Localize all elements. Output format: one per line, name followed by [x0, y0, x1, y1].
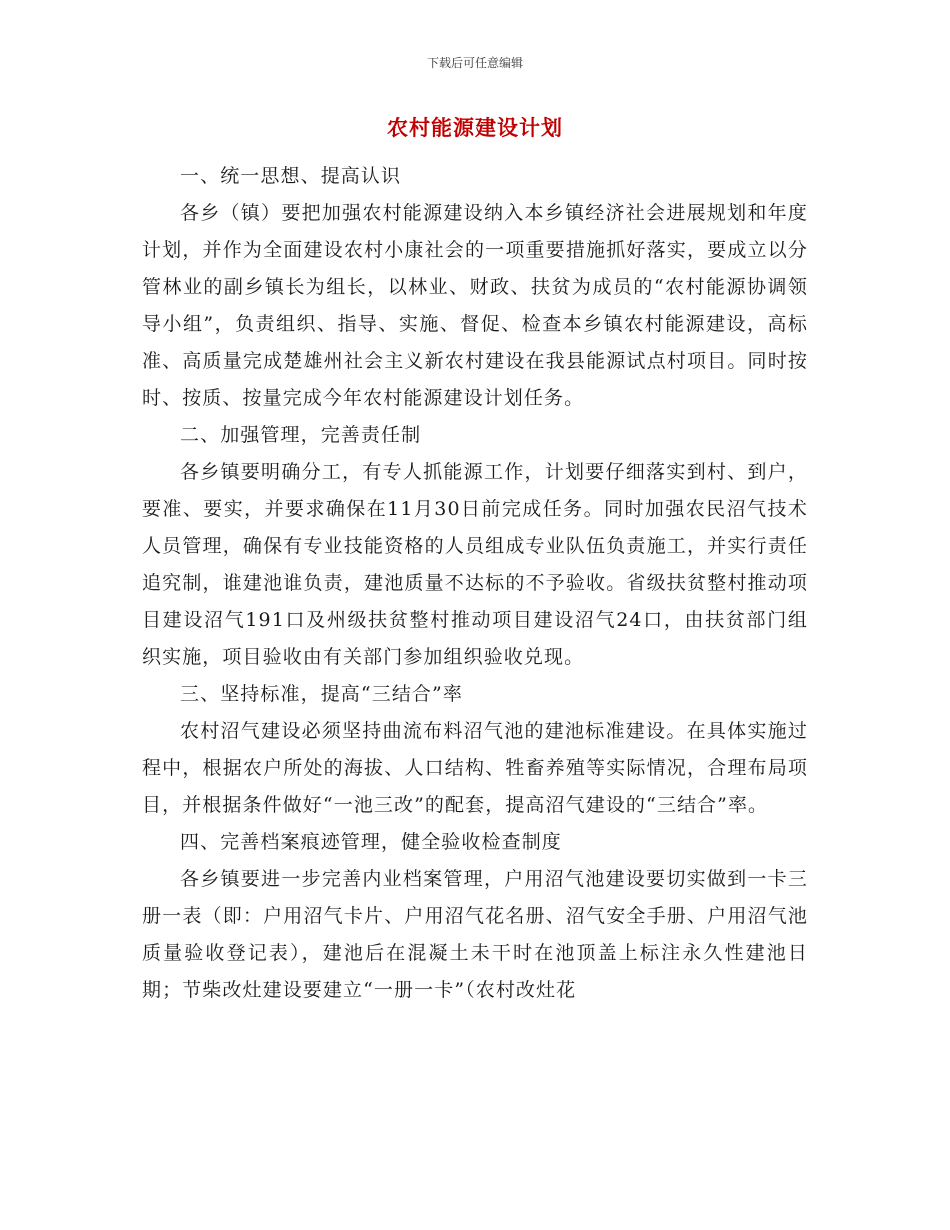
- section-heading-2: 二、加强管理，完善责任制: [180, 424, 422, 446]
- section-paragraph-3: 农村沼气建设必须坚持曲流布料沼气池的建池标准建设。在具体实施过程中，根据农户所处的海拔、人口结构、牲畜养殖等实际情况，合理布局项目，并根据条件做好“一池三改”的配套，提高沼气建设的“三结合”率。: [142, 720, 808, 816]
- section-paragraph-4: 各乡镇要进一步完善内业档案管理，户用沼气池建设要切实做到一卡三册一表（即：户用沼气卡片、户用沼气花名册、沼气安全手册、户用沼气池质量验收登记表），建池后在混凝土未干时在池顶盖上标注永久性建池日期；节柴改灶建设要建立“一册一卡”（农村改灶花: [142, 868, 808, 1001]
- document-body: [142, 158, 808, 1009]
- header-note: 下载后可任意编辑: [426, 56, 523, 70]
- section-heading-4: 四、完善档案痕迹管理，健全验收检查制度: [180, 831, 562, 853]
- section-heading-1: 一、统一思想、提高认识: [180, 165, 402, 187]
- section-heading-3: 三、坚持标准，提高“三结合”率: [180, 683, 463, 705]
- section-paragraph-2: 各乡镇要明确分工，有专人抓能源工作，计划要仔细落实到村、到户，要准、要实，并要求确保在11月30日前完成任务。同时加强农民沼气技术人员管理，确保有专业技能资格的人员组成专业队伍负责施工，并实行责任追究制，谁建池谁负责，建池质量不达标的不予验收。省级扶贫整村推动项目建设沼气191口及州级扶贫整村推动项目建设沼气24口，由扶贫部门组织实施，项目验收由有关部门参加组织验收兑现。: [142, 461, 808, 668]
- section-paragraph-1: 各乡（镇）要把加强农村能源建设纳入本乡镇经济社会进展规划和年度计划，并作为全面建设农村小康社会的一项重要措施抓好落实，要成立以分管林业的副乡镇长为组长，以林业、财政、扶贫为成员的“农村能源协调领导小组”，负责组织、指导、实施、督促、检查本乡镇农村能源建设，高标准、高质量完成楚雄州社会主义新农村建设在我县能源试点村项目。同时按时、按质、按量完成今年农村能源建设计划任务。: [142, 202, 808, 409]
- document-title: 农村能源建设计划: [387, 116, 563, 140]
